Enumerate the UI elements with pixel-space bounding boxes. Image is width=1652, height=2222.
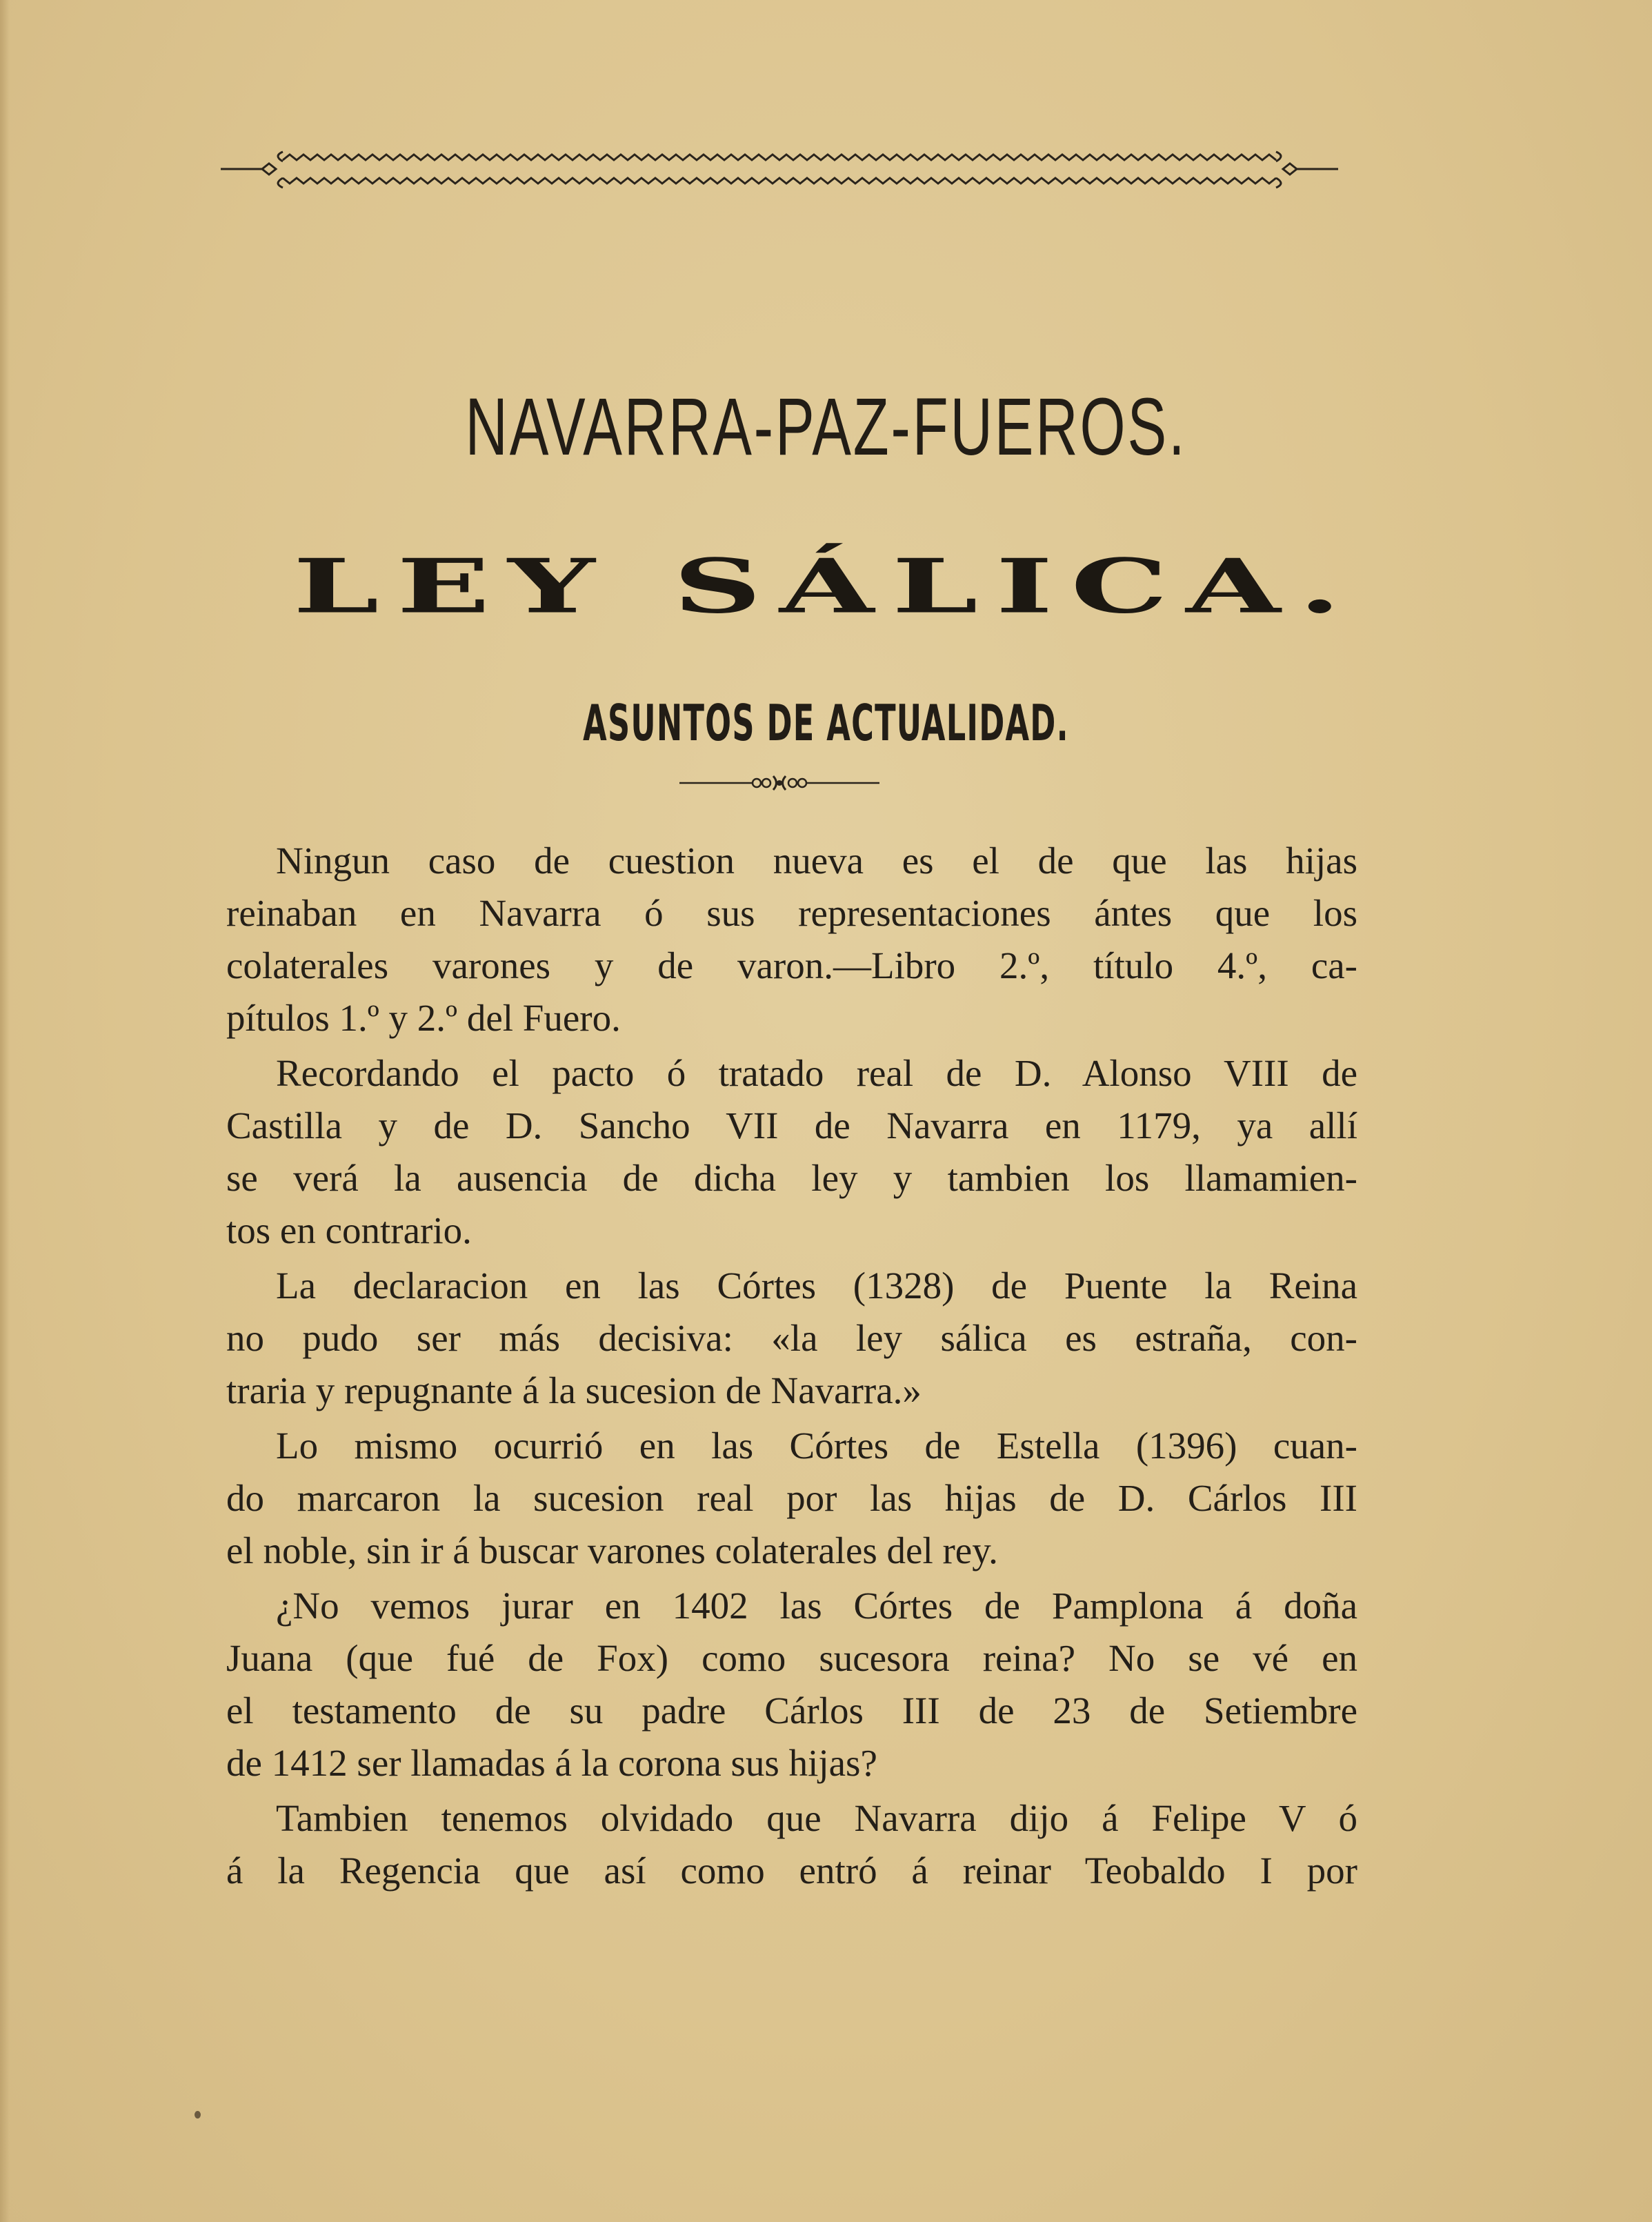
text-line: no pudo ser más decisiva: «la ley sálica es estraña, con- bbox=[226, 1317, 1357, 1359]
text-line: el testamento de su padre Cárlos III de 23 de Setiembre bbox=[226, 1689, 1357, 1732]
page-edge-shadow bbox=[0, 0, 10, 2222]
text-line: La declaracion en las Córtes (1328) de Puente la Reina bbox=[276, 1264, 1357, 1307]
text-line: Ningun caso de cuestion nueva es el de que las hijas bbox=[276, 840, 1357, 882]
body-text bbox=[226, 835, 1357, 1900]
document-title: NAVARRA-PAZ-FUEROS. bbox=[465, 381, 1187, 473]
text-line: Juana (que fué de Fox) como sucesora reina? No se vé en bbox=[226, 1637, 1357, 1679]
paragraph bbox=[226, 835, 1357, 1044]
small-ornament-divider bbox=[679, 771, 879, 795]
paragraph bbox=[226, 1260, 1357, 1417]
text-line: traria y repugnante á la sucesion de Navarra.» bbox=[226, 1369, 922, 1411]
text-line: Lo mismo ocurrió en las Córtes de Estella (1396) cuan- bbox=[276, 1425, 1357, 1467]
text-line: pítulos 1.º y 2.º del Fuero. bbox=[226, 997, 621, 1039]
text-line: reinaban en Navarra ó sus representaciones ántes que los bbox=[226, 892, 1357, 934]
paragraph bbox=[226, 1420, 1357, 1577]
document-heading: LEY SÁLICA. bbox=[292, 542, 1360, 631]
paragraph bbox=[226, 1792, 1357, 1897]
text-line: do marcaron la sucesion real por las hijas de D. Cárlos III bbox=[226, 1477, 1357, 1519]
text-line: Tambien tenemos olvidado que Navarra dijo á Felipe V ó bbox=[276, 1797, 1357, 1839]
ink-speck bbox=[195, 2111, 201, 2119]
paragraph bbox=[226, 1047, 1357, 1257]
top-ornament-rule bbox=[221, 138, 1338, 200]
document-subtitle: ASUNTOS DE ACTUALIDAD. bbox=[583, 694, 1069, 752]
text-line: tos en contrario. bbox=[226, 1209, 472, 1251]
text-line: se verá la ausencia de dicha ley y tambien los llamamien- bbox=[226, 1157, 1357, 1199]
text-line: Recordando el pacto ó tratado real de D. Alonso VIII de bbox=[276, 1052, 1357, 1094]
text-line: ¿No vemos jurar en 1402 las Córtes de Pamplona á doña bbox=[276, 1585, 1357, 1627]
text-line: Castilla y de D. Sancho VII de Navarra en 1179, ya allí bbox=[226, 1104, 1357, 1147]
text-line: el noble, sin ir á buscar varones colaterales del rey. bbox=[226, 1529, 998, 1571]
text-line: á la Regencia que así como entró á reinar Teobaldo I por bbox=[226, 1849, 1357, 1892]
text-line: colaterales varones y de varon.—Libro 2.º, título 4.º, ca- bbox=[226, 944, 1357, 986]
text-line: de 1412 ser llamadas á la corona sus hijas? bbox=[226, 1742, 877, 1784]
paragraph bbox=[226, 1580, 1357, 1789]
